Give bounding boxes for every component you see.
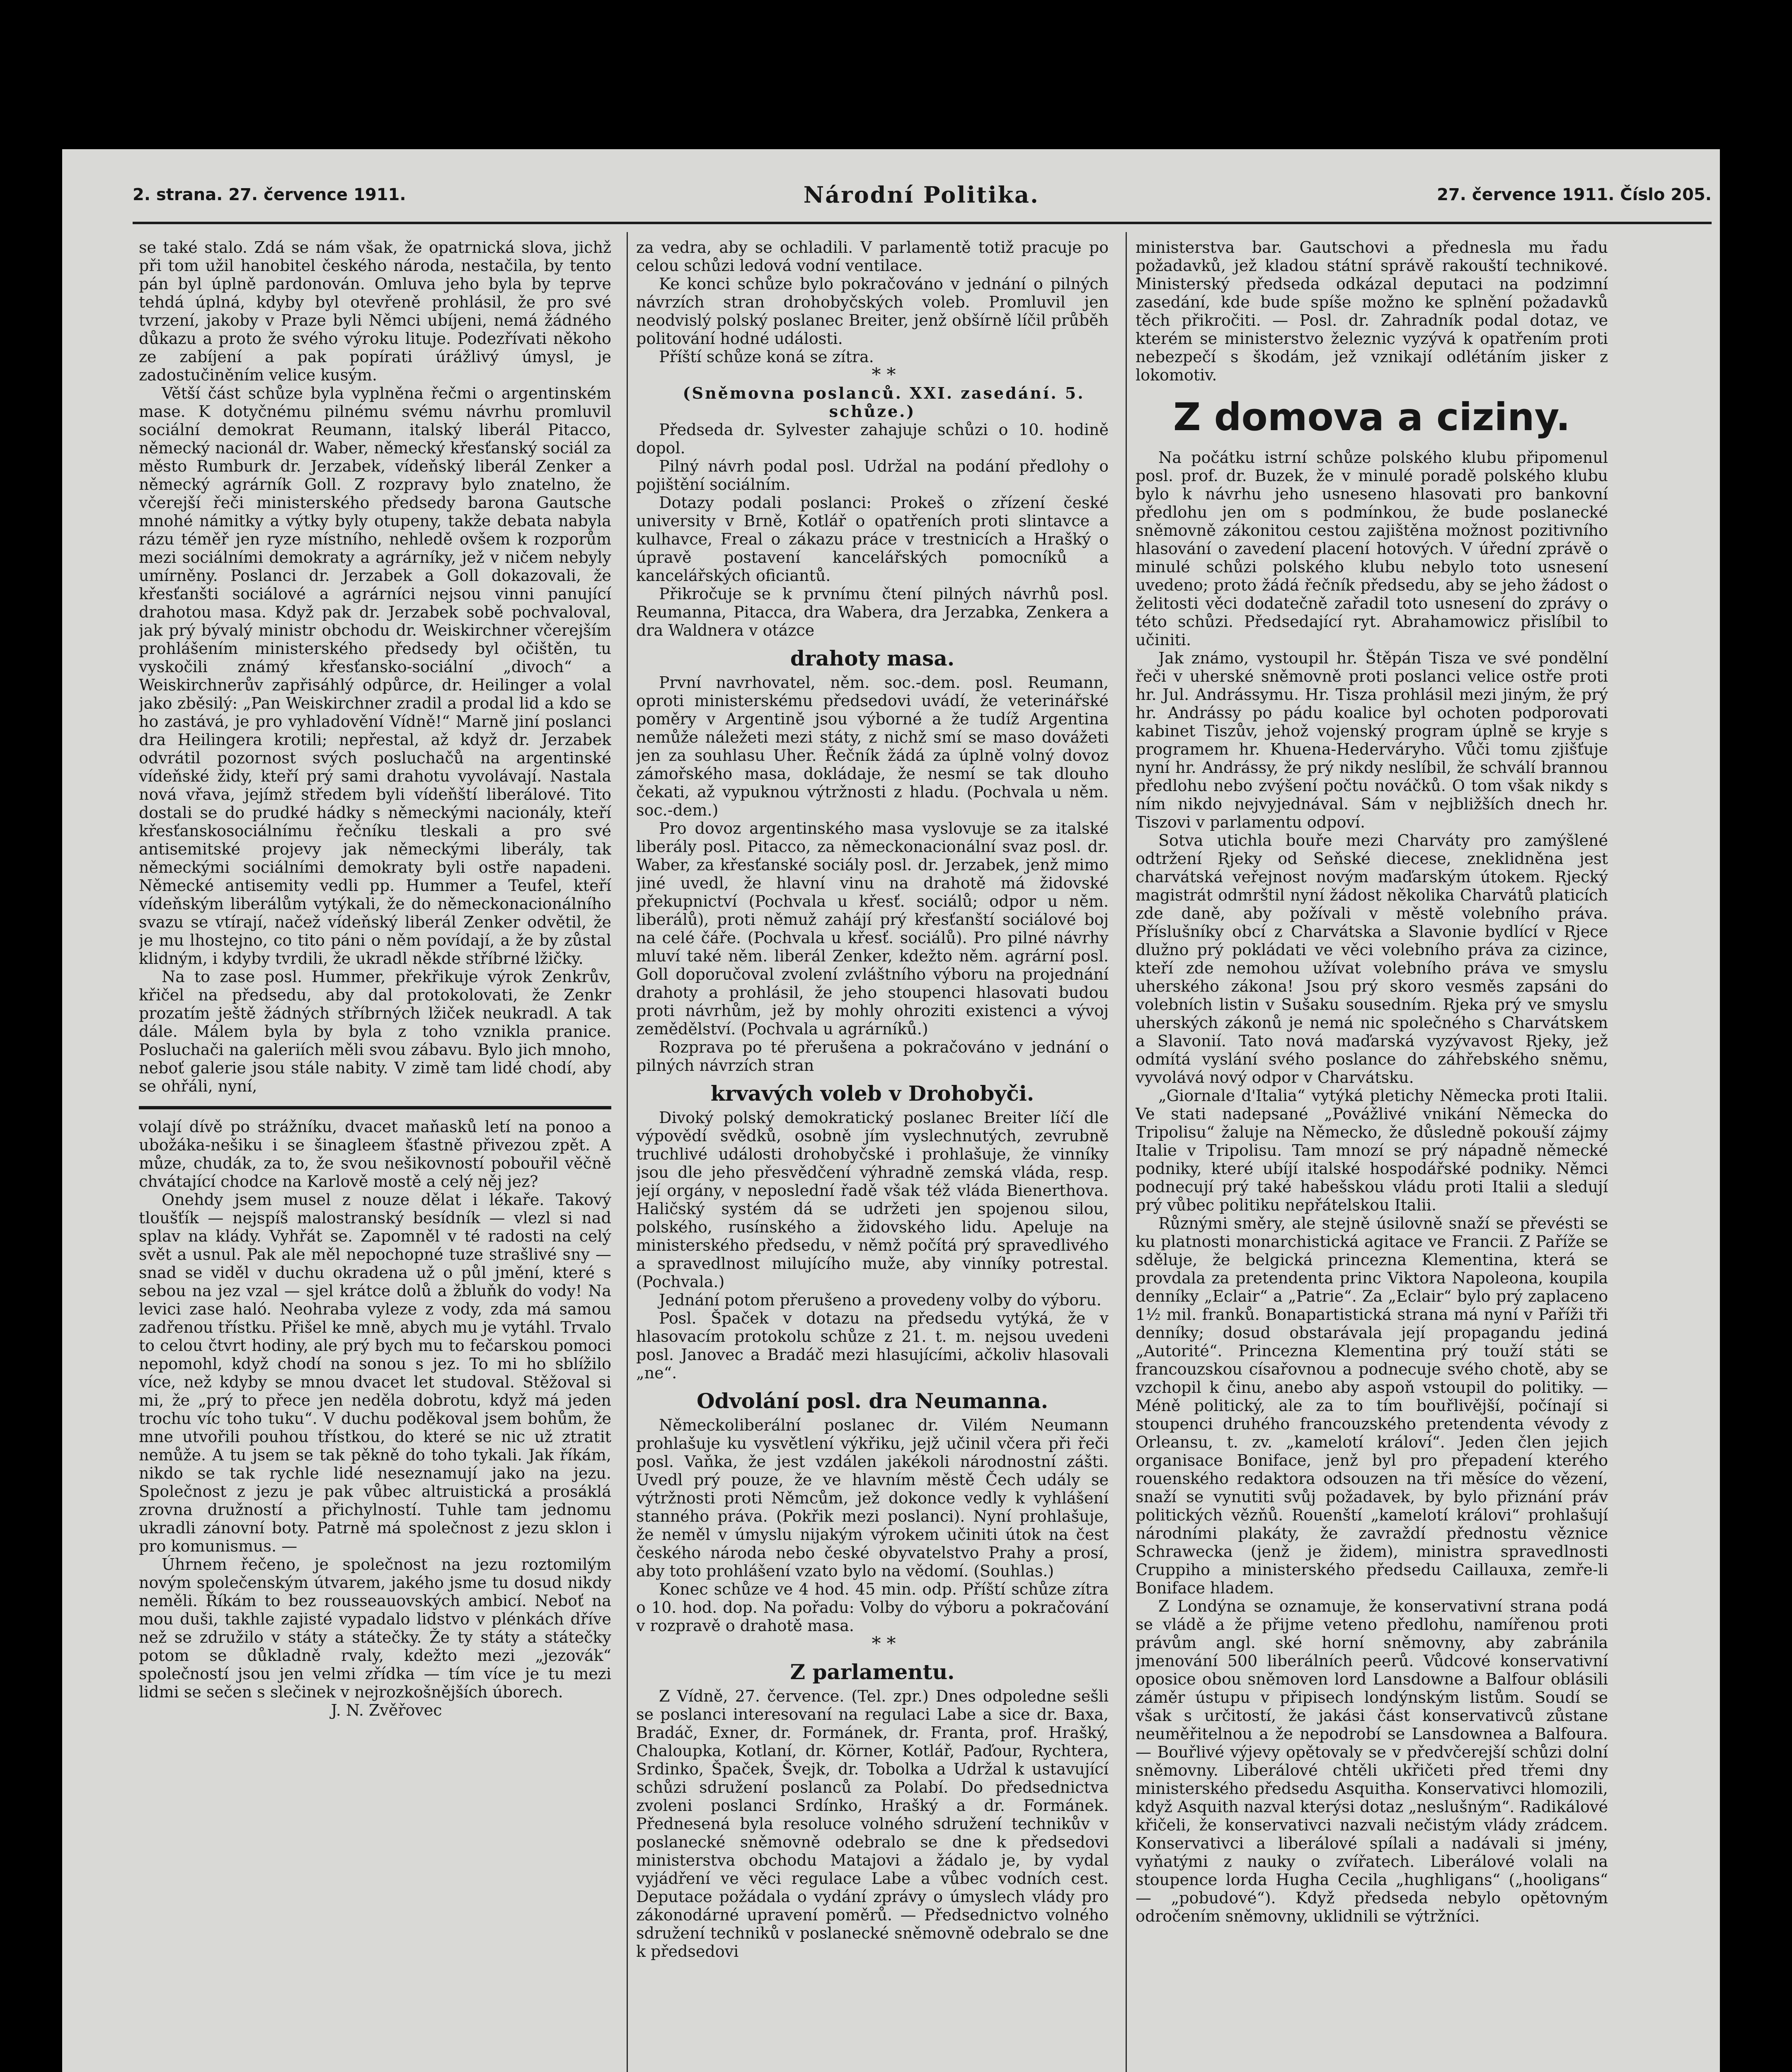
author-signature: J. N. Zvěřovec: [331, 1701, 442, 1719]
news-paragraph: Na počátku istrní schůze polského klubu připomenul posl. prof. dr. Buzek, že v minulé poradě polského klubu bylo k návrhu jeho usneseno hlasovati pro bankovní předlohu jen om s podmínkou, že bude poslanecké sněmovně zákonitou cestou zajištěna možnost pozitivního hlasování o zavedení placení hotových. V úřední zprávě o minulé schůzi polského klubu nebylo toto usnesení uvedeno; proto žádá řečník předsedu, aby se jeho žádost o želitosti věci dodatečně zařadil toto usnesení do zprávy o této schůzi. Předsedající ryt. Abrahamowicz přislíbil to učiniti.: [1136, 448, 1608, 649]
article-paragraph: Přikročuje se k prvnímu čtení pilných návrhů posl. Reumanna, Pitacca, dra Wabera, dra Jerzabka, Zenkera a dra Waldnera v otázce: [636, 585, 1109, 639]
article-paragraph: Z Vídně, 27. července. (Tel. zpr.) Dnes odpoledne sešli se poslanci interesovaní na regulaci Labe a sice dr. Baxa, Bradáč, Exner, dr. Formánek, dr. Franta, prof. Hrašký, Chaloupka, Kotlaní, dr. Körner, Kotlář, Paďour, Rychtera, Srdinko, Špaček, Švejk, dr. Tobolka a Udržal k ustavující schůzi sdružení poslanců za Polabí. Do předsednictva zvoleni poslanci Srdínko, Hrašký a dr. Formánek. Přednesená byla resoluce volného sdružení technikův v poslanecké sněmovně odebralo se dne k předsedovi ministerstva obchodu Matajovi a žádalo je, by vydal vyjádření ve věci regulace Labe a vůbec vodních cest. Deputace požádala o vydání zprávy o úmyslech vlády pro zákonodárné upravení poměrů. — Předsednictvo volného sdružení techniků v poslanecké sněmovně odebralo se dne k předsedovi: [636, 1687, 1109, 1961]
page-header: [133, 168, 1712, 224]
article-paragraph: se také stalo. Zdá se nám však, že opatrnická slova, jichž při tom užil hanobitel českého národa, nestačila, by tento pán byl úplně pardonován. Omluva jeho byla by teprve tehdá úplná, kdyby byl otevřeně prohlásil, že pro své tvrzení, jakoby v Praze byli Němci ubíjeni, nemá žádného důkazu a proto že svého výroku lituje. Podezřívati někoho ze zabíjení a pak popírati úrážlivý úmysl, je zadostučiněním velice kusým.: [139, 238, 611, 384]
session-heading: (Sněmovna poslanců. XXI. zasedání. 5. schůze.): [683, 384, 1085, 421]
feuilleton-paragraph: Úhrnem řečeno, je společnost na jezu roztomilým novým společenským útvarem, jakého jsme tu dosud nikdy neměli. Říkám to bez rousseauovských ambicí. Neboť na mou duši, takhle zajisté vypadalo lidstvo v plénkách dříve než se združilo v státy a státečky. Že ty státy a státečky potom se důkladně rvaly, kdežto mezi „jezovák“ společností jsou jen velmi zřídka — tím více je tu mezi lidmi se sečen s slečinek v nejrozkošnějších úborech.: [139, 1555, 611, 1701]
article-paragraph: Konec schůze ve 4 hod. 45 min. odp. Příští schůze zítra o 10. hod. dop. Na pořadu: Volby do výboru a pokračování v rozpravě o drahotě masa.: [636, 1580, 1109, 1635]
subheading-neumann: Odvolání posl. dra Neumanna.: [696, 1389, 1049, 1413]
article-paragraph: První navrhovatel, něm. soc.-dem. posl. Reumann, oproti ministerskému předsedovi uvádí, že veterinářské poměry v Argentině jsou výborné a že tudíž Argentina nemůže náležeti mezi státy, z nichž smí se maso dovážeti jen za souhlasu Uher. Řečník žádá za úplně volný dovoz zámořského masa, dokládaje, že nesmí se tak dlouho čekati, až vypuknou výtržnosti z hladu. (Pochvala u něm. soc.-dem.): [636, 673, 1109, 819]
column-rule: [1126, 232, 1127, 2072]
section-stars: * *: [872, 1633, 896, 1654]
article-paragraph: Dotazy podali poslanci: Prokeš o zřízení české university v Brně, Kotlář o opatřeních proti slintavce a kulhavce, Freal o zákazu práce v trestnicích a Hrašký o úpravě postavení kancelářských pomocníků a kancelářských oficiantů.: [636, 494, 1109, 585]
article-paragraph: Německoliberální poslanec dr. Vilém Neumann prohlašuje ku vysvětlení výkřiku, jejž učinil včera při řeči posl. Vaňka, že jest vzdálen jakékoli národnostní zášti. Uvedl prý pouze, že ve hlavním městě Čech udály se výtržnosti proti Němcům, jež dokonce vedly k vyhlášení stanného práva. (Pokřik mezi poslanci). Nyní prohlašuje, že neměl v úmyslu nijakým výrokem učiniti útok na čest českého národa nebo české obyvatelstvo Prahy a prosí, aby toto prohlášení vzato bylo na vědomí. (Souhlas.): [636, 1416, 1109, 1580]
article-paragraph: Pilný návrh podal posl. Udržal na podání předlohy o pojištění sociálním.: [636, 457, 1109, 494]
column-1: [139, 238, 611, 2072]
news-paragraph: „Giornale d'Italia“ vytýká pletichy Německa proti Italii. Ve stati nadepsané „Povážlivé vnikání Německa do Tripolisu“ žaluje na Německo, že důsledně pokouší zájmy Italie v Tripolisu. Tam mnozí se prý nápadně německé podniky, které ubíjí italské hospodářské podniky. Němci podnecují prý také habešskou vládu proti Italii a sledují prý vůbec politiku nepřátelskou Italii.: [1136, 1087, 1608, 1214]
article-paragraph: ministerstva bar. Gautschovi a přednesla mu řadu požadavků, jež kladou státní správě rakouští technikové. Ministerský předseda odkázal deputaci na podzimní zasedání, kde bude spíše možno ke splnění požadavků těch přikročiti. — Posl. dr. Zahradník podal dotaz, ve kterém se ministerstvo železnic vyzývá k opatřením proti nebezpečí s škodám, jež vznikají odlétáním jisker z lokomotiv.: [1136, 238, 1608, 384]
article-paragraph: Větší část schůze byla vyplněna řečmi o argentinském mase. K dotyčnému pilnému svému návrhu promluvil sociální demokrat Reumann, italský liberál Pitacco, německý nacionál dr. Waber, německý křesťanský sociál za město Rumburk dr. Jerzabek, vídeňský liberál Zenker a německý agrárník Goll. Z rozpravy bylo znatelno, že včerejší řeči ministerského předsedy barona Gautsche mnohé námitky a výtky byly otupeny, takže debata nabyla rázu téměř jen ryze místního, nehledě ovšem k rozporům mezi sociálními demokraty a agrárníky, jež v ničem nebyly umírněny. Poslanci dr. Jerzabek a Goll dokazovali, že křesťanšti sociálové a agrárníci nejsou vinni panující drahotou masa. Když pak dr. Jerzabek sobě pochvaloval, jak prý bývalý ministr obchodu dr. Weiskirchner včerejším prohlášením ministerského předsedy byl očištěn, tu vyskočili známý křesťansko-sociální „divoch“ a Weiskirchnerův zapřisáhlý odpůrce, dr. Heilinger a volal jako zběsilý: „Pan Weiskirchner zradil a prodal lid a kdo se ho zastává, je pro vyhladovění Vídně!“ Marně jiní poslanci dra Heilingera krotili; nepřestal, až když dr. Jerzabek odvrátil pozornost svých posluchačů na argentinské vídeňské židy, kteří prý sami drahotu vyvolávají. Nastala nová vřava, jejímž středem byli vídeňští liberálové. Tito dostali se do prudké hádky s německými nacionály, kteří křesťanskosociálnímu řečníku tleskali a pro své antisemitské projevy jak německými liberály, tak německými sociálními demokraty byli ostře napadeni. Německé antisemity vedli pp. Hummer a Teufel, kteří vídeňským liberálům vytýkali, že do německonacionálního svazu se vtírají, načež vídeňský liberál Zenker odvětil, že je mu lhostejno, co tito páni o něm povídají, a že by zůstal klidným, i kdyby tvrdili, že ukradl někde stříbrné lžičky.: [139, 384, 611, 968]
feuilleton-divider: [139, 1106, 611, 1109]
article-paragraph: za vedra, aby se ochladili. V parlamentě totiž pracuje po celou schůzi ledová vodní ventilace.: [636, 238, 1109, 275]
article-paragraph: Ke konci schůze bylo pokračováno v jednání o pilných návrzích stran drohobyčských voleb. Promluvil jen neodvislý polský poslanec Breiter, jenž obšírně líčil průběh politování hodné události.: [636, 275, 1109, 348]
header-issue-number: 27. července 1911. Číslo 205.: [1437, 185, 1712, 204]
feuilleton-paragraph: Onehdy jsem musel z nouze dělat i lékaře. Takový tloušťík — nejspíš malostranský besídník — vlezl si nad splav na klády. Vyhřát se. Zapomněl v té radosti na celý svět a usnul. Pak ale měl nepochopné tuze strašlivé sny — snad se viděl v duchu okradena už o půl jmění, které s sebou na jez vzal — sjel krátce dolů a žbluňk do vody! Na levici zase haló. Neohraba vyleze z vody, zda má samou zadřenou třístku. Přišel ke mně, abych mu je vytáhl. Trvalo to celou čtvrt hodiny, ale prý bych mu to fečarskou pomoci nepomohl, když chodí na sonou s jez. To mi ho sblížilo více, než kdyby se mnou dvacet let studoval. Stěžoval si mi, že „prý to přece jen neděla dobrotu, když má jeden trochu víc toho tuku“. V duchu poděkoval jsem bohům, že mne utvořili pouhou třístkou, do které se nic už ztratit nemůže. A tu jsem se tak pěkně do toho tykali. Jak říkám, nikdo se tak rychle lidé neseznamují jako na jezu. Společnost z jezu je pak vůbec altruistická a prosáklá zrovna družností a přichylností. Tuhle tam jednomu ukradli zánovní boty. Patrně má společnost z jezu sklon i pro komunismus. —: [139, 1191, 611, 1555]
article-paragraph: Rozprava po té přerušena a pokračováno v jednání o pilných návrzích stran: [636, 1038, 1109, 1075]
news-paragraph: Sotva utichla bouře mezi Charváty pro zamýšlené odtržení Rjeky od Seňské diecese, zneklidněna jest charvátská veřejnost novým maďarským útokem. Rjecký magistrát odmrštil nyní žádost několika Charvátů platicích zde daně, aby požívali v městě volebního práva. Příslušníky obcí z Charvátska a Slavonie bydlící v Rjece dlužno prý pokládati ve věci volebního práva za cizince, kteří zde nemohou užívat volebního práva ve smyslu uherského zákona! Jsou prý skoro vesměs zapsáni do volebních listin v Sušaku sousedním. Rjeka prý ve smyslu uherských zákonů je nemá nic společného s Charvátskem a Slavonií. Tato nová maďarská vyzývavost Rjeky, jež odmítá vyslání svého poslance do záhřebského sněmu, vyvolává nový odpor v Charvátsku.: [1136, 831, 1608, 1087]
column-2: [636, 238, 1109, 2072]
column-rule: [627, 232, 628, 2072]
news-paragraph: Jak známo, vystoupil hr. Štěpán Tisza ve své pondělní řeči v uherské sněmovně proti poslanci velice ostře proti hr. Jul. Andrássymu. Hr. Tisza prohlásil mezi jiným, že prý hr. Andrássy po pádu koalice byl ochoten podporovati kabinet Tiszův, jehož vojenský program úplně se kryje s programem hr. Khuena-Hederváryho. Vůči tomu zjišťuje nyní hr. Andrássy, že prý nikdy neslíbil, že schválí brannou předlohu nebo zvýšení počtu nováčků. O tom však nikdy s ním nikdo nejvyjednával. Sám v nejbližších dnech hr. Tiszovi v parlamentu odpoví.: [1136, 649, 1608, 831]
news-paragraph: Z Londýna se oznamuje, že konservativní strana podá se vládě a že přijme veteno předlohu, namířenou proti právům angl. ské horní sněmovny, aby zabránila jmenování 500 liberálních peerů. Vůdcové konservativní oposice obou sněmoven lord Lansdowne a Balfour oblásili záměr ústupu v připisech londýnským listům. Soudí se však s určitostí, že jakási část konservativců zůstane neuměřitelnou a že nepodrobí se Lansdownea a Balfoura. — Bouřlivé výjevy opětovaly se v předvčerejší schůzi dolní sněmovny. Liberálové chtěli ukřičeti před třemi dny ministerského předsedu Asquitha. Konservativci hlomozili, když Asquith nazval kterýsi dotaz „neslušným“. Radikálové křičeli, že konservativci nazvali nečistým vlády zrádcem. Konservativci a liberálové spílali a nadávali si jmény, vyňatými z nauky o zvířatech. Liberálové volali na stoupence lorda Hugha Cecila „hughligans“ („hooligans“ — „pobudové“). Když předseda nebylo opětovným odročením sněmovny, uklidnili se výtržníci.: [1136, 1597, 1608, 1925]
feuilleton-paragraph: volají dívě po strážníku, dvacet maňasků letí na ponoo a ubožáka-nešiku i se šinagleem šťastně přivezou zpět. A můze, chudák, za to, že svou nešikovností pobouřil věčně chvátající chodce na Karlově mostě a celý něj jez?: [139, 1118, 611, 1191]
section-stars: * *: [872, 364, 896, 385]
article-paragraph: Posl. Špaček v dotazu na předsedu vytýká, že v hlasovacím protokolu schůze z 21. t. m. nejsou uvedeni posl. Janovec a Bradáč mezi hlasujícími, ačkoliv hlasovali „ne“.: [636, 1309, 1109, 1382]
article-paragraph: Jednání potom přerušeno a provedeny volby do výboru.: [659, 1291, 1102, 1309]
article-paragraph: Příští schůze koná se zítra.: [659, 348, 874, 366]
subheading-z-parlamentu: Z parlamentu.: [790, 1660, 955, 1684]
article-paragraph: Na to zase posl. Hummer, překřikuje výrok Zenkrův, křičel na předsedu, aby dal protokolovati, že Zenkr prozatím ještě žádných stříbrných lžiček neukradl. A tak dále. Málem byla by byla z toho vznikla pranice. Posluchači na galeriích měli svou zábavu. Bylo jich mnoho, neboť galerie jsou stále nabity. V zimě tam lidé chodí, aby se ohřáli, nyní,: [139, 968, 611, 1095]
newspaper-page: [62, 149, 1720, 2072]
article-paragraph: Divoký polský demokratický poslanec Breiter líčí dle výpovědí svědků, osobně jím vyslechnutých, zevrubně truchlivé události drohobyčské i prohlašuje, že vinníky jsou dle jeho přesvědčení výhradně zemská vláda, resp. její orgány, v neposlední řadě však též vláda Bienerthova. Haličský systém dá se udržeti jen spojenou silou, polského, rusínského a židovského lidu. Apeluje na ministerského předsedu, v němž počítá prý spravedlivého a spravedlnost milujícího muže, aby vinníky potrestal. (Pochvala.): [636, 1109, 1109, 1291]
article-paragraph: Pro dovoz argentinského masa vyslovuje se za italské liberály posl. Pitacco, za německonacionální svaz posl. dr. Waber, za křesťanské sociály posl. dr. Jerzabek, jenž mimo jiné uvedl, že hlavní vinu na drahotě má židovské překupnictví (Pochvala u křesť. sociálů; odpor u něm. liberálů), proti němuž zahájí prý křesťanští sociálové boj na celé čáře. (Pochvala u křesť. sociálů). Pro pilné návrhy mluví také něm. liberál Zenker, kdežto něm. agrární posl. Goll doporučoval zvolení zvláštního výboru na projednání drahoty a prohlásil, že jeho stoupenci hlasovati budou proti návrhům, jež by mohly ohroziti existenci a vývoj zemědělství. (Pochvala u agrárníků.): [636, 819, 1109, 1038]
news-paragraph: Různými směry, ale stejně úsilovně snaží se převésti se ku platnosti monarchistická agitace ve Francii. Z Paříže se sděluje, že belgická princezna Klementina, která se provdala za pretendenta princ Viktora Napoleona, koupila denníky „Eclair“ a „Patrie“. Za „Eclair“ bylo prý zaplaceno 1½ mil. franků. Bonapartistická strana má nyní v Paříži tři denníky; dosud obstarávala její propagandu jediná „Autorité“. Princezna Klementina prý touží státi se francouzskou císařovnou a podnecuje svého chotě, aby se vzchopil k činu, anebo aby aspoň vstoupil do politiky. — Méně politický, ale za to tím bouřlivější, počínají si stoupenci druhého francouzského pretendenta vévody z Orleansu, t. zv. „kamelotí královí“. Jeden člen jejich organisace Boniface, jenž byl pro přepadení kterého rouenského redaktora odsouzen na tři měsíce do vězení, snaží se vynutiti svůj požadavek, by bylo přiznání práv politických vězňů. Rouenští „kamelotí královi“ prohlašují národními plakáty, že zavraždí přednostu věznice Schrawecka (jenž je židem), ministra spravedlnosti Cruppiho a ministerského předsedu Caillauxa, zemře-li Boniface hladem.: [1136, 1214, 1608, 1597]
header-page-date: 2. strana. 27. července 1911.: [133, 185, 406, 204]
column-3: [1136, 238, 1608, 2072]
masthead-title: Národní Politika.: [803, 182, 1039, 208]
subheading-drahoty-masa: drahoty masa.: [790, 646, 955, 670]
subheading-drohobyc: krvavých voleb v Drohobyči.: [710, 1081, 1034, 1106]
section-heading-z-domova: Z domova a ciziny.: [1173, 395, 1571, 439]
article-paragraph: Předseda dr. Sylvester zahajuje schůzi o 10. hodině dopol.: [636, 421, 1109, 457]
